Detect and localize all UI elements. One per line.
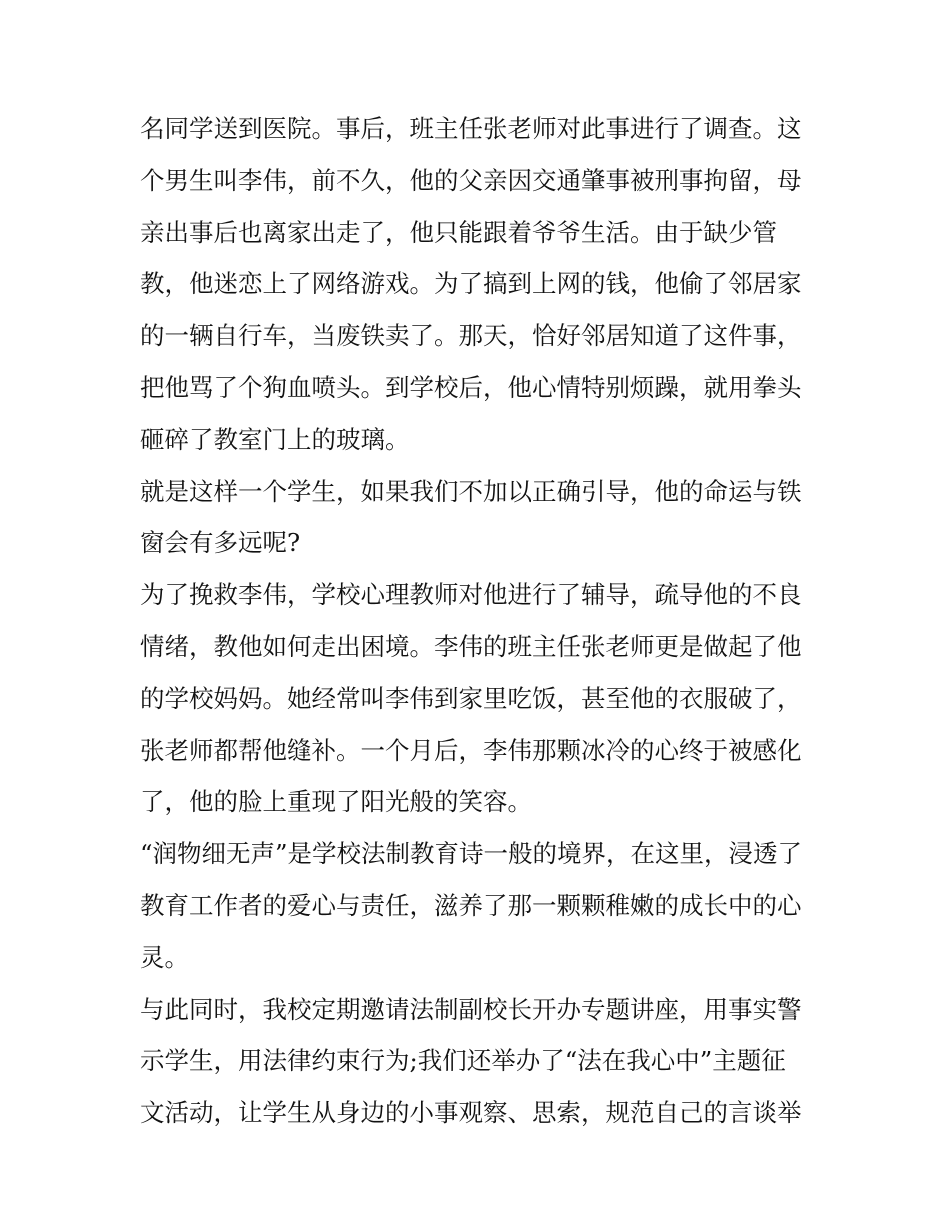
text-line-9: 窗会有多远呢? (140, 528, 301, 558)
text-line-1: 名同学送到医院。事后，班主任张老师对此事进行了调查。这 (140, 114, 802, 143)
text-line-3: 亲出事后也离家出走了，他只能跟着爷爷生活。由于缺少管 (140, 217, 777, 247)
text-line-18: 与此同时，我校定期邀请法制副校长开办专题讲座，用事实警 (140, 994, 802, 1024)
text-line-8: 就是这样一个学生，如果我们不加以正确引导，他的命运与铁 (140, 476, 802, 506)
text-line-14: 了，他的脸上重现了阳光般的笑容。 (140, 787, 532, 817)
text-line-12: 的学校妈妈。她经常叫李伟到家里吃饭，甚至他的衣服破了， (140, 683, 802, 713)
text-line-13: 张老师都帮他缝补。一个月后，李伟那颗冰冷的心终于被感化 (140, 735, 802, 765)
text-line-7: 砸碎了教室门上的玻璃。 (140, 424, 410, 454)
text-line-17: 灵。 (140, 942, 189, 972)
document-body (140, 108, 820, 1144)
text-line-10: 为了挽救李伟，学校心理教师对他进行了辅导，疏导他的不良 (140, 580, 802, 610)
text-line-16: 教育工作者的爱心与责任，滋养了那一颗颗稚嫩的成长中的心 (140, 890, 802, 920)
text-line-2: 个男生叫李伟，前不久，他的父亲因交通肇事被刑事拘留，母 (140, 165, 802, 195)
text-line-20: 文活动，让学生从身边的小事观察、思索，规范自己的言谈举 (140, 1098, 802, 1128)
text-line-15: “润物细无声”是学校法制教育诗一般的境界，在这里，浸透了 (140, 839, 803, 869)
text-line-5: 的一辆自行车，当废铁卖了。那天，恰好邻居知道了这件事， (140, 321, 802, 351)
text-line-11: 情绪，教他如何走出困境。李伟的班主任张老师更是做起了他 (140, 631, 802, 661)
text-line-6: 把他骂了个狗血喷头。到学校后，他心情特别烦躁，就用拳头 (140, 372, 802, 402)
text-line-19: 示学生，用法律约束行为;我们还举办了“法在我心中”主题征 (140, 1046, 786, 1076)
text-line-4: 教，他迷恋上了网络游戏。为了搞到上网的钱，他偷了邻居家 (140, 269, 802, 299)
